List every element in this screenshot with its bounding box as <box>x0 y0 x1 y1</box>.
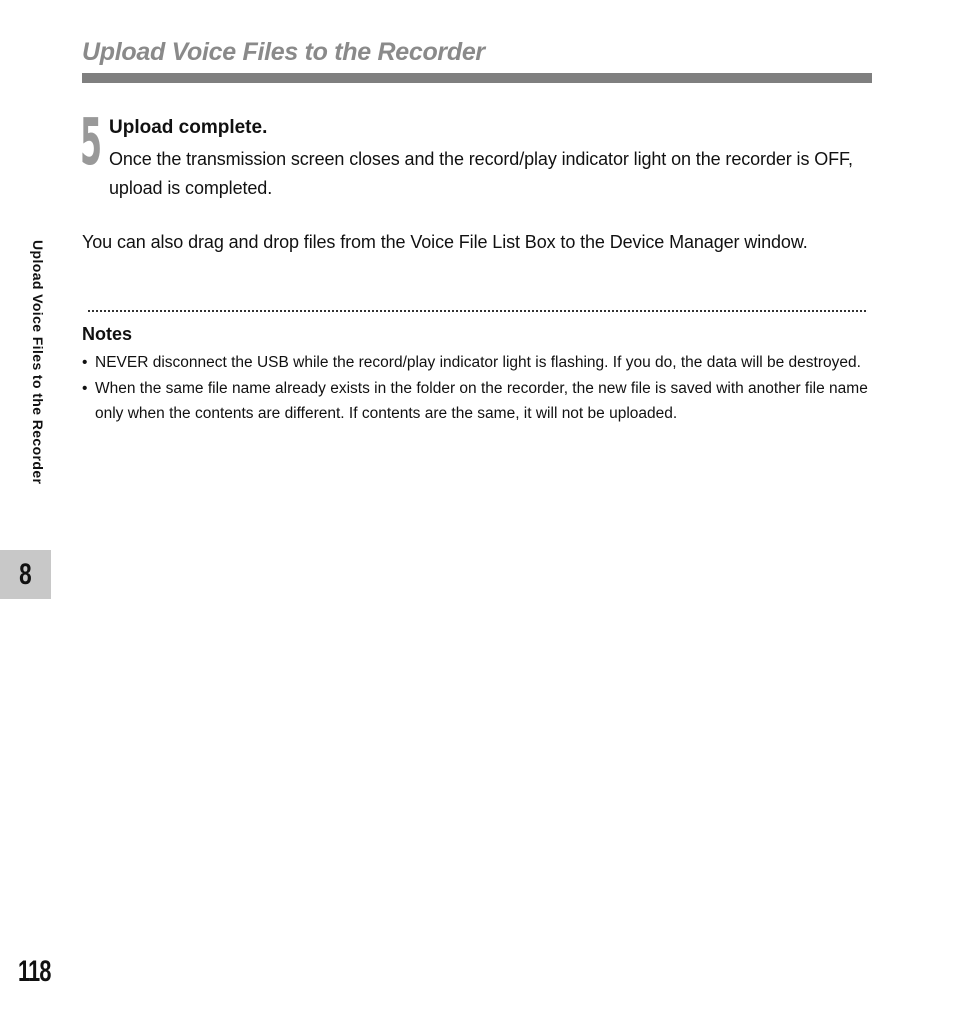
step-number: 5 <box>80 106 103 180</box>
header-rule <box>82 73 872 83</box>
notes-heading: Notes <box>82 324 133 344</box>
note-text: NEVER disconnect the USB while the record/play indicator light is flashing. If you do, the data will be destroyed. <box>95 354 861 371</box>
note-text: When the same file name already exists in the folder on the recorder, the new file is saved with another file name only when the contents are different. If contents are the same, it will not be uploaded. <box>95 379 868 422</box>
note-item <box>82 376 874 427</box>
page-number: 118 <box>18 955 51 988</box>
side-section-label: Upload Voice Files to the Recorder <box>30 240 46 485</box>
note-item <box>82 350 874 376</box>
bullet-icon: • <box>82 354 88 371</box>
chapter-tab <box>0 550 51 599</box>
step-heading: Upload complete. <box>109 117 268 138</box>
notes-divider <box>88 310 866 312</box>
step-body: Once the transmission screen closes and the record/play indicator light on the recorder is OFF, upload is completed. <box>109 149 853 198</box>
bullet-icon: • <box>82 379 88 397</box>
notes-list <box>82 350 874 427</box>
chapter-number: 8 <box>19 557 32 591</box>
drag-drop-paragraph: You can also drag and drop files from the Voice File List Box to the Device Manager window. <box>82 232 808 252</box>
page-header-title: Upload Voice Files to the Recorder <box>82 38 485 66</box>
